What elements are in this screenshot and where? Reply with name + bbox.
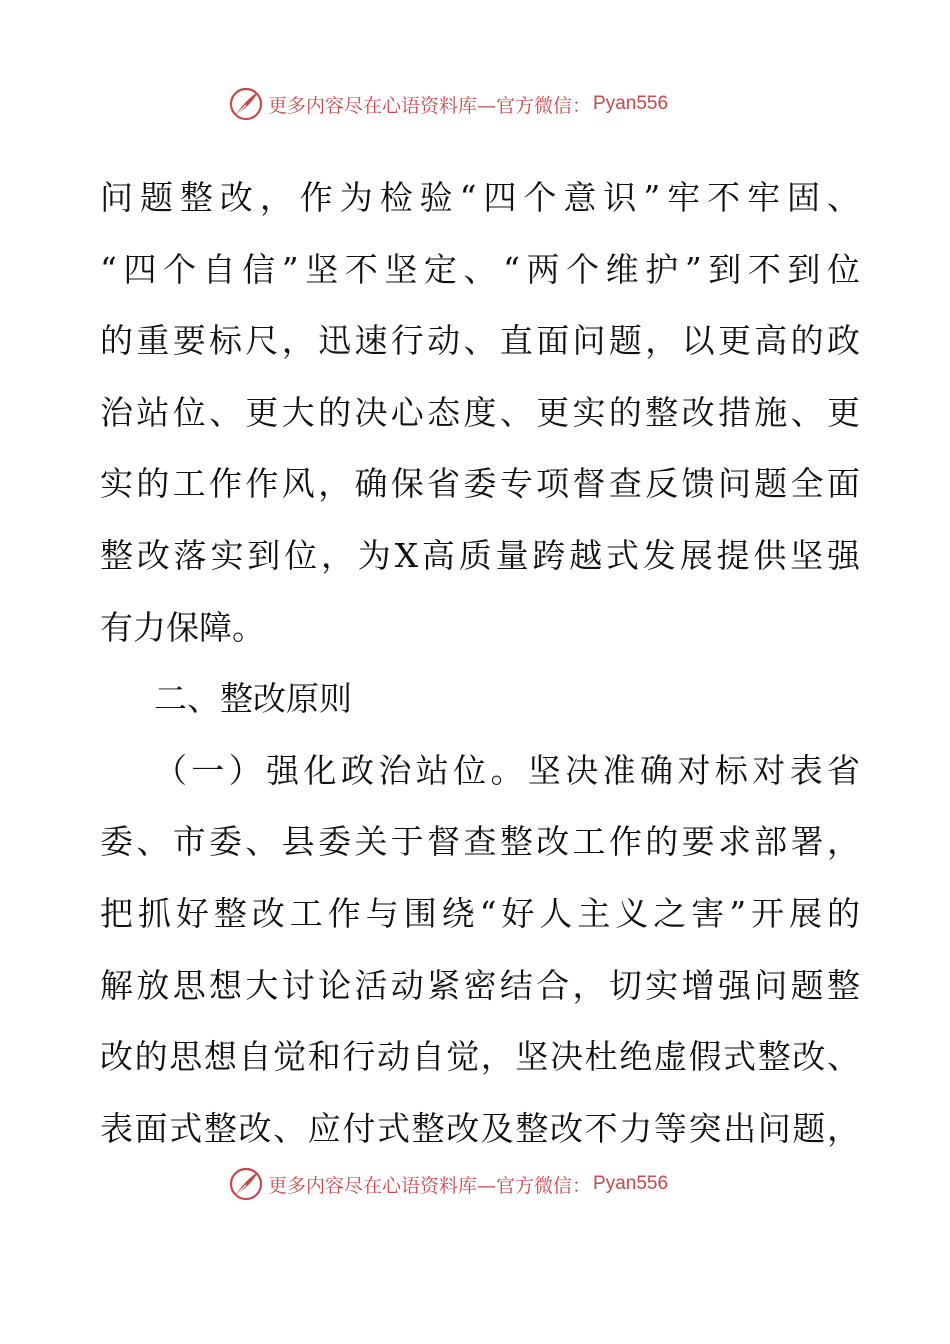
paragraph-line: 整改落实到位，为X高质量跨越式发展提供坚强 bbox=[100, 535, 860, 575]
quill-logo-icon bbox=[228, 86, 264, 122]
paragraph-line: 治站位、更大的决心态度、更实的整改措施、更 bbox=[100, 392, 860, 432]
subsection-heading-line: （一）强化政治站位。坚决准确对标对表省 bbox=[154, 750, 860, 790]
paragraph-line: 有力保障。 bbox=[100, 607, 265, 647]
paragraph-line: 解放思想大讨论活动紧密结合，切实增强问题整 bbox=[100, 965, 860, 1005]
paragraph-line: 表面式整改、应付式整改及整改不力等突出问题， bbox=[100, 1108, 860, 1148]
paragraph-line: 的重要标尺，迅速行动、直面问题，以更高的政 bbox=[100, 321, 860, 361]
section-heading: 二、整改原则 bbox=[154, 679, 352, 719]
header-banner-text: 更多内容尽在心语资料库—官方微信： bbox=[268, 94, 592, 117]
document-body bbox=[100, 162, 860, 1164]
paragraph-line: 改的思想自觉和行动自觉，坚决杜绝虚假式整改、 bbox=[100, 1037, 860, 1077]
paragraph-line: 实的工作作风，确保省委专项督查反馈问题全面 bbox=[100, 464, 860, 504]
paragraph-line: 把抓好整改工作与围绕“好人主义之害”开展的 bbox=[100, 893, 860, 933]
footer-wechat-id: Pyan556 bbox=[593, 1173, 669, 1194]
header-wechat-id: Pyan556 bbox=[593, 93, 669, 114]
footer-banner-text: 更多内容尽在心语资料库—官方微信： bbox=[268, 1174, 592, 1197]
paragraph-line: “四个自信”坚不坚定、“两个维护”到不到位 bbox=[100, 249, 860, 289]
paragraph-line: 问题整改，作为检验“四个意识”牢不牢固、 bbox=[100, 178, 860, 217]
paragraph-line: 委、市委、县委关于督查整改工作的要求部署， bbox=[100, 822, 860, 862]
footer-banner bbox=[228, 1164, 748, 1204]
quill-logo-icon bbox=[228, 1166, 264, 1202]
header-banner bbox=[228, 84, 748, 124]
